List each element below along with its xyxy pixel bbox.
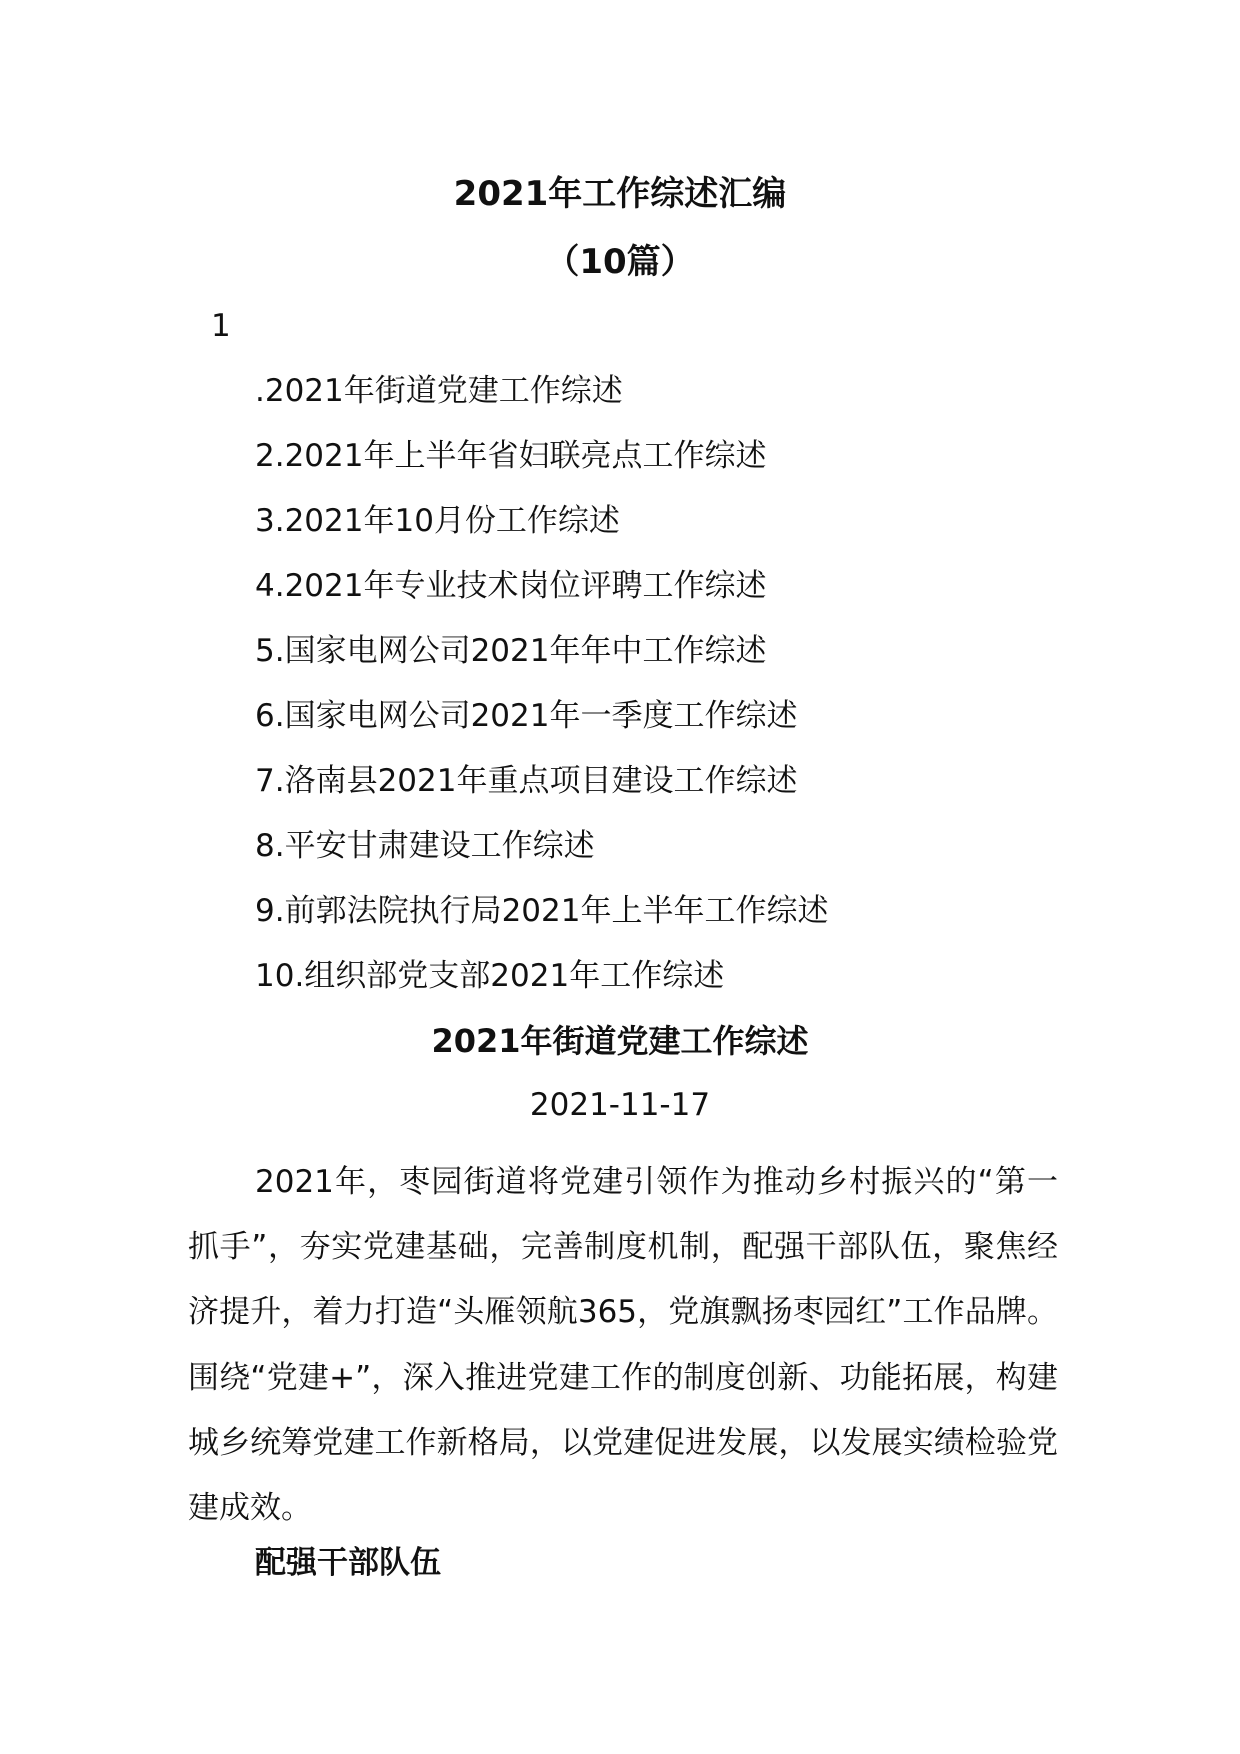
toc-item: 5.国家电网公司2021年年中工作综述 bbox=[255, 633, 767, 669]
toc-number: 1 bbox=[211, 308, 231, 344]
table-of-contents bbox=[255, 371, 828, 1021]
toc-item: .2021年街道党建工作综述 bbox=[255, 373, 623, 409]
subheading: 配强干部队伍 bbox=[255, 1545, 441, 1581]
toc-item: 8.平安甘肃建设工作综述 bbox=[255, 828, 595, 864]
toc-item: 9.前郭法院执行局2021年上半年工作综述 bbox=[255, 893, 829, 929]
body-paragraph: 2021年，枣园街道将党建引领作为推动乡村振兴的“第一抓手”，夯实党建基础，完善制度机制，配强干部队伍，聚焦经济提升，着力打造“头雁领航365，党旗飘扬枣园红”工作品牌。围绕“党建+”，深入推进党建工作的制度创新、功能拓展，构建城乡统筹党建工作新格局，以党建促进发展，以发展实绩检验党建成效。 bbox=[188, 1164, 1058, 1527]
toc-item: 2.2021年上半年省妇联亮点工作综述 bbox=[255, 438, 767, 474]
toc-item: 10.组织部党支部2021年工作综述 bbox=[255, 958, 725, 994]
toc-item: 7.洛南县2021年重点项目建设工作综述 bbox=[255, 763, 798, 799]
document-subtitle: （10篇） bbox=[545, 242, 695, 282]
section-title: 2021年街道党建工作综述 bbox=[431, 1022, 809, 1060]
toc-item: 4.2021年专业技术岗位评聘工作综述 bbox=[255, 568, 767, 604]
document-title: 2021年工作综述汇编 bbox=[453, 174, 787, 214]
section-date: 2021-11-17 bbox=[529, 1087, 711, 1123]
toc-item: 6.国家电网公司2021年一季度工作综述 bbox=[255, 698, 798, 734]
toc-item: 3.2021年10月份工作综述 bbox=[255, 503, 620, 539]
